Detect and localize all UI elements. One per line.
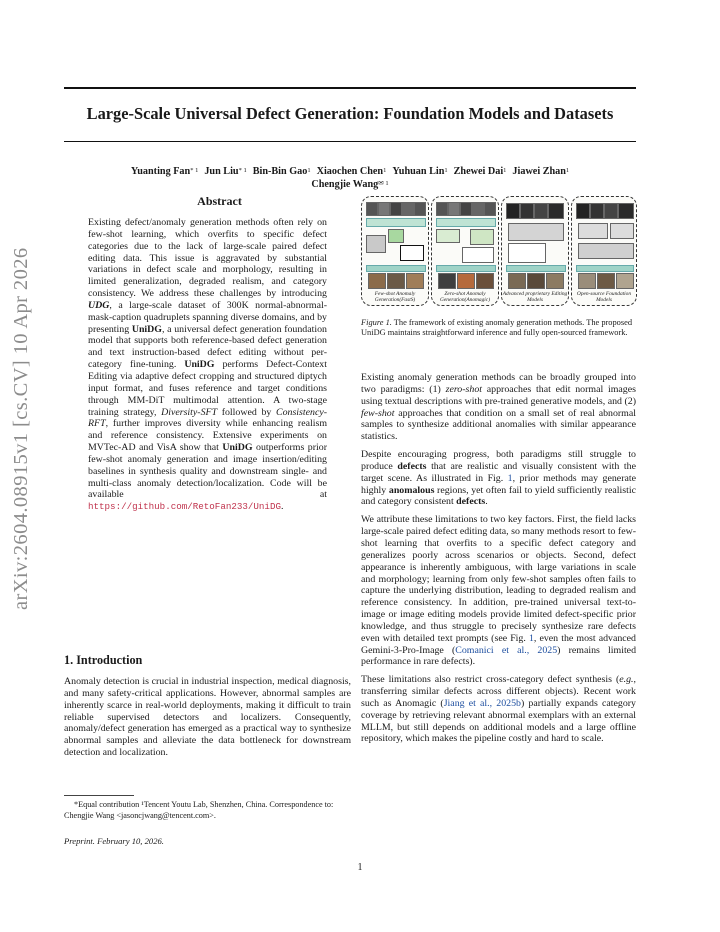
retrieval-box: [436, 229, 460, 243]
paragraph-text: These limitations also restrict cross-category defect synthesis (: [361, 674, 620, 686]
author-affiliation-mark: * 1: [190, 167, 199, 174]
panel-label: Zero-shot Anomaly Generation(Anomagic): [439, 291, 490, 303]
author-list: [64, 166, 636, 191]
image-thumbnail: [366, 202, 378, 216]
abstract-heading: Abstract: [197, 194, 242, 208]
author-affiliation-mark: ✉ 1: [378, 179, 389, 187]
author-name: Yuanting Fan: [130, 166, 191, 177]
image-thumbnail: [597, 273, 615, 289]
paragraph-text: regions, yet often fail to yield sufficiently realistic and category consistent: [361, 484, 636, 508]
author-line-1: [64, 166, 636, 179]
image-thumbnail: [616, 273, 634, 289]
paragraph-text: Despite encouraging progress, both paradigms still struggle to produce: [361, 449, 636, 472]
image-thumbnail: [534, 203, 548, 219]
paragraph-text: .: [485, 496, 488, 508]
emphasis: zero-shot: [445, 383, 482, 395]
generated-samples-strip: [576, 265, 634, 272]
intro-paragraph: Anomaly detection is crucial in industrial inspection, medical diagnosis, and many safety-critical applications. However, abnormal samples are inherently scarce in real-world deployments, making it difficult to train reliable supervised detectors and localizers. Consequently, anomaly/defect generation has emerged as a practical way to synthesize abnormal samples and alleviate the data bottleneck for downstream detection and localization.: [64, 676, 351, 759]
encoder-box: [578, 223, 608, 239]
citation-link[interactable]: Comanici et al., 2025: [455, 644, 558, 656]
emphasis: e.g.: [619, 674, 634, 686]
figure-reference-link[interactable]: 1: [507, 472, 513, 484]
image-thumbnail: [457, 273, 475, 289]
abstract-text: Existing defect/anomaly generation methods often rely on few-shot learning, which overfits to specific defect categories due to the lack of large-scale paired defect editing data. This issue is aggravated by substantial variations in defect scale and morphology, resulting in limited generalization, degraded realism, and category consistency. We address these challenges by introducing: [88, 217, 327, 300]
image-thumbnail: [438, 273, 456, 289]
paragraph: [361, 514, 636, 668]
text-encoder-box: [436, 218, 496, 227]
code-link[interactable]: https://github.com/RetoFan233/UniDG: [88, 501, 281, 513]
image-thumbnail: [402, 202, 414, 216]
paragraph-text: approaches that condition on a small set of real abnormal samples to synthesize additional anomalies with similar appearance statistics.: [361, 407, 636, 443]
image-thumbnail: [578, 273, 596, 289]
image-thumbnail: [508, 273, 526, 289]
author-entry: [317, 166, 387, 177]
author-entry: [392, 166, 447, 177]
author-name: Zhewei Dai: [453, 166, 504, 177]
image-thumbnail: [576, 203, 590, 219]
top-rule: [64, 87, 636, 89]
prompt-box: [508, 243, 546, 263]
figure-panel-fewshot: [361, 196, 429, 306]
paragraph-text: , transferring similar defects across different objects). Recent work such as Anomagic (: [361, 674, 636, 709]
paragraph: [361, 449, 636, 508]
section-heading: 1. Introduction: [64, 653, 143, 667]
paper-title: Large-Scale Universal Defect Generation: Foundation Models and Datasets: [86, 104, 614, 123]
author-affiliation-mark: * 1: [238, 167, 247, 174]
stage-name: Diversity-SFT: [161, 406, 218, 418]
author-affiliation-mark: 1: [307, 167, 311, 174]
image-thumbnail: [546, 273, 564, 289]
paragraph: [361, 372, 636, 443]
image-thumbnail: [520, 203, 534, 219]
generated-samples-strip: [366, 265, 426, 272]
image-thumbnail: [476, 273, 494, 289]
diffusion-model-box: [578, 243, 634, 259]
paragraph-text: , prior methods may generate highly: [361, 472, 636, 496]
author-name: Chengjie Wang: [311, 178, 379, 190]
author-line-2: [64, 179, 636, 192]
abstract-text: , a large-scale dataset of 300K normal-abnormal-mask-caption quadruplets spanning diverse domains, and by presenting: [88, 299, 327, 335]
image-thumbnail: [448, 202, 460, 216]
image-thumbnail: [406, 273, 424, 289]
abstract-text: , a universal defect generation foundation model that supports both reference-based defect generation and text instruction-based defect editing without per-category fine-tuning.: [88, 323, 327, 371]
paragraph-text: approaches that edit normal images using textual descriptions with pre-trained generative models, and (2): [361, 383, 636, 407]
emphasis: defects: [456, 496, 486, 508]
editing-model-box: [508, 223, 564, 241]
abstract-text: followed by: [217, 406, 276, 418]
emphasis: anomalous: [388, 484, 435, 496]
image-thumbnail: [604, 203, 618, 219]
author-affiliation-mark: 1: [383, 167, 387, 174]
caption-text: The framework of existing anomaly generation methods. The proposed UniDG maintains straightforward inference and fully open-sourced framework.: [361, 318, 633, 338]
model-name: UniDG: [131, 323, 162, 335]
model-name: UniDG: [222, 442, 253, 454]
text-encoder-box: [366, 218, 426, 227]
author-entry: [204, 166, 246, 177]
panel-label: Advanced proprietary Editing Models: [502, 291, 568, 303]
panel-label: Few-shot Anomaly Generation(FastS): [374, 291, 416, 303]
author-affiliation-mark: 1: [444, 167, 448, 174]
paragraph-text: Existing anomaly generation methods can be broadly grouped into two paradigms: (1): [361, 372, 636, 395]
abstract-text: performs Defect-Context Editing via adaptive defect cropping and structured diptych input format, and fuses reference and target conditions through MM-DiT multimodal attention. A two-stage training strategy,: [88, 359, 327, 418]
abstract-body: [88, 217, 327, 513]
preprint-note: Preprint. February 10, 2026.: [64, 836, 164, 846]
author-name: Jiawei Zhan: [512, 166, 566, 177]
footnote: *Equal contribution ¹Tencent Youtu Lab, Shenzhen, China. Correspondence to: Chengjie Wang <jasoncjwang@tencent.com>.: [64, 800, 334, 820]
image-thumbnail: [414, 202, 426, 216]
author-entry: [253, 166, 311, 177]
model-name: UniDG: [184, 359, 215, 371]
author-affiliation-mark: 1: [503, 167, 507, 174]
image-thumbnail: [548, 203, 564, 219]
author-name: Jun Liu: [204, 166, 239, 177]
generated-samples-strip: [436, 265, 496, 272]
abstract-text: .: [280, 501, 284, 513]
stage-name: Consistency-RFT: [88, 406, 327, 430]
paragraph-text: ) partially expands category coverage by retrieving relevant abnormal exemplars with an external MLLM, but still depends on additional models and a large offline repository, which makes the pipeline costly and hard to scale.: [361, 697, 636, 745]
figure-1: [361, 196, 636, 306]
image-thumbnail: [590, 203, 604, 219]
diffusion-model-box: [366, 235, 386, 253]
paragraph-text: that are realistic and visually consistent with the target scene. As illustrated in Fig.: [361, 460, 636, 484]
mllm-box: [470, 229, 494, 245]
author-name: Yuhuan Lin: [392, 166, 445, 177]
image-thumbnail: [378, 202, 390, 216]
footnote-rule: [64, 795, 134, 796]
generated-samples-strip: [506, 265, 566, 272]
image-thumbnail: [436, 202, 448, 216]
abstract-column: [64, 194, 351, 513]
image-thumbnail: [506, 203, 520, 219]
emphasis: few-shot: [361, 407, 395, 419]
image-thumbnail: [390, 202, 402, 216]
figure-panel-proprietary: [501, 196, 569, 306]
prompt-box: [462, 247, 494, 263]
author-affiliation-mark: 1: [565, 167, 570, 174]
figure-reference-link[interactable]: 1: [528, 632, 534, 644]
figure-caption: [361, 318, 636, 339]
lora-box: [388, 229, 404, 243]
image-thumbnail: [460, 202, 472, 216]
author-name: Bin-Bin Gao: [252, 166, 308, 177]
paragraph-text: We attribute these limitations to two key factors. First, the field lacks large-scale paired defect editing data, so many methods resort to few-shot learning that overfits to a specific defect category and generalizes poorly across scenarios or objects. Second, defect appearance is inherently ambiguous, with large variations in scale and morphology; learning from only few-shot samples often fails to capture the underlying distribution, leading to degraded realism and reference consistency. In addition, pre-trained universal text-to-image or image editing models provide limited defect-specific prior knowledge, and thus struggle to precisely synthesize rare defects even with detailed text prompts (see Fig.: [361, 514, 636, 644]
abstract-text: outperforms prior few-shot anomaly generation and image insertion/editing baselines in synthesis quality and downstream single- and multi-class anomaly detection/localization. Code will be available at: [88, 442, 327, 501]
dataset-name: UDG: [88, 299, 110, 311]
author-name: Xiaochen Chen: [316, 166, 384, 177]
paragraph-text: , even the most advanced Gemini-3-Pro-Image (: [361, 632, 636, 656]
author-entry: [512, 166, 569, 177]
author-entry: [454, 166, 507, 177]
paragraph-text: ) remains limited performance in rare defects).: [361, 644, 637, 668]
arxiv-watermark: arXiv:2604.08915v1 [cs.CV] 10 Apr 2026: [10, 247, 32, 610]
caption-label: Figure 1.: [361, 318, 392, 327]
panel-label: Open-source Foundation Models: [576, 291, 632, 303]
paragraph: [361, 674, 636, 745]
figure-panel-opensource: [571, 196, 637, 306]
image-thumbnail: [387, 273, 405, 289]
figure-panel-zeroshot: [431, 196, 499, 306]
output-box: [400, 245, 424, 261]
image-thumbnail: [618, 203, 634, 219]
image-thumbnail: [368, 273, 386, 289]
right-column: [361, 372, 636, 751]
emphasis: defects: [397, 460, 427, 472]
title-rule: [64, 141, 636, 142]
citation-link[interactable]: Jiang et al., 2025b: [443, 697, 521, 709]
author-entry: [131, 166, 198, 177]
abstract-text: , further improves diversity while enhancing realism and reference consistency. Extensive experiments on MVTec-AD and VisA show that: [88, 418, 327, 454]
page-number: 1: [357, 862, 363, 873]
image-thumbnail: [527, 273, 545, 289]
image-thumbnail: [484, 202, 496, 216]
encoder-box: [610, 223, 634, 239]
image-thumbnail: [472, 202, 484, 216]
